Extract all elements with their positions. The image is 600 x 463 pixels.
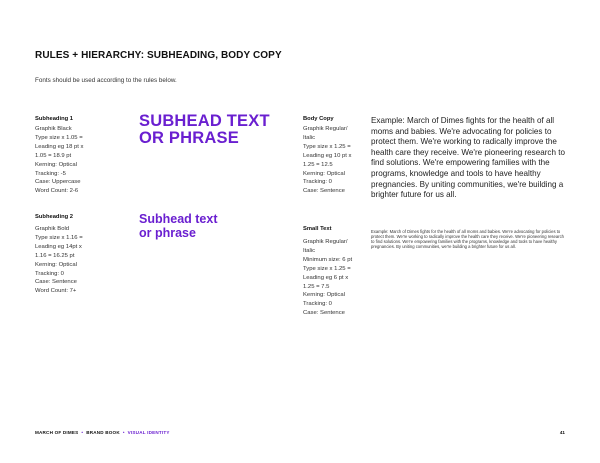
spec-line: Type size x 1.25 = [303, 265, 351, 272]
page-title: RULES + HIERARCHY: SUBHEADING, BODY COPY [35, 50, 282, 61]
subheading2-label: Subheading 2 [35, 214, 74, 220]
spec-line: Tracking: -5 [35, 170, 66, 177]
footer [35, 430, 170, 435]
spec-line: Graphik Bold [35, 226, 70, 232]
spec-line: Kerning: Optical [35, 161, 77, 168]
small-text-label: Small Text [303, 226, 332, 232]
subheading1-sample [139, 113, 270, 146]
spec-line: Type size x 1.05 = [35, 134, 83, 141]
spec-line: Leading eg 10 pt x [303, 152, 352, 159]
spec-line: 1.25 = 7.5 [303, 283, 330, 290]
subheading1-specs [35, 125, 83, 196]
small-text-example: Example: March of Dimes fights for the health of all moms and babies. We're advocating for policies to protect them. We're working to radically improve the health care they receive. We're pioneering research to find solutions. We're empowering families with the programs, knowledge and tools to have healthy pregnancies. By uniting communities, we're building a brighter future for us all. [371, 229, 564, 250]
footer-separator: • [122, 430, 125, 435]
spec-line: Tracking: 0 [35, 270, 64, 277]
subheading1-label: Subheading 1 [35, 116, 74, 122]
spec-line: Minimum size: 6 pt [303, 256, 353, 263]
spec-line: Italic [303, 247, 316, 254]
footer-section: VISUAL IDENTITY [127, 430, 170, 435]
spec-line: Tracking: 0 [303, 179, 332, 186]
spec-line: Word Count: 2-6 [35, 188, 79, 195]
spec-line: Case: Sentence [303, 188, 345, 195]
spec-line: Graphik Black [35, 126, 72, 132]
small-text-specs [303, 238, 352, 318]
spec-line: Case: Sentence [303, 310, 345, 317]
spec-line: 1.25 = 12.5 [303, 161, 333, 168]
spec-line: Kerning: Optical [303, 292, 345, 299]
page-number: 41 [559, 430, 565, 435]
body-copy-label: Body Copy [303, 116, 334, 122]
body-copy-specs [303, 125, 351, 196]
spec-line: Leading eg 18 pt x [35, 143, 84, 150]
spec-line: Case: Sentence [35, 279, 77, 286]
spec-line: Tracking: 0 [303, 301, 332, 308]
spec-line: Kerning: Optical [303, 170, 345, 177]
subheading2-sample [139, 212, 218, 240]
body-copy-example: Example: March of Dimes fights for the health of all moms and babies. We're advocating for policies to protect them. We're working to radically improve the health care they receive. We're pioneering research to find solutions. We're empowering families with the programs, knowledge and tools to have healthy pregnancies. By uniting communities, we're building a brighter future for us all. [371, 116, 565, 200]
intro-text: Fonts should be used according to the rules below. [35, 77, 177, 84]
footer-separator: • [81, 430, 84, 435]
footer-book: BRAND BOOK [86, 430, 120, 435]
spec-line: Graphik Regular/ [303, 239, 348, 245]
spec-line: 1.05 = 18.9 pt [35, 152, 72, 159]
spec-line: Graphik Regular/ [303, 126, 348, 132]
sample-line: SUBHEAD TEXT [139, 112, 270, 130]
spec-line: Leading eg 14pt x [35, 243, 82, 250]
subheading2-specs [35, 225, 83, 296]
spec-line: Type size x 1.16 = [35, 234, 83, 241]
sample-line: or phrase [139, 226, 196, 240]
sample-line: OR PHRASE [139, 128, 239, 147]
sample-line: Subhead text [139, 212, 218, 226]
spec-line: Case: Uppercase [35, 179, 81, 186]
spec-line: Kerning: Optical [35, 261, 77, 268]
spec-line: Type size x 1.25 = [303, 143, 351, 150]
footer-brand: MARCH OF DIMES [35, 430, 79, 435]
spec-line: Italic [303, 134, 316, 141]
spec-line: 1.16 = 16.25 pt [35, 252, 75, 259]
spec-line: Leading eg 6 pt x [303, 274, 349, 281]
spec-line: Word Count: 7+ [35, 288, 77, 295]
